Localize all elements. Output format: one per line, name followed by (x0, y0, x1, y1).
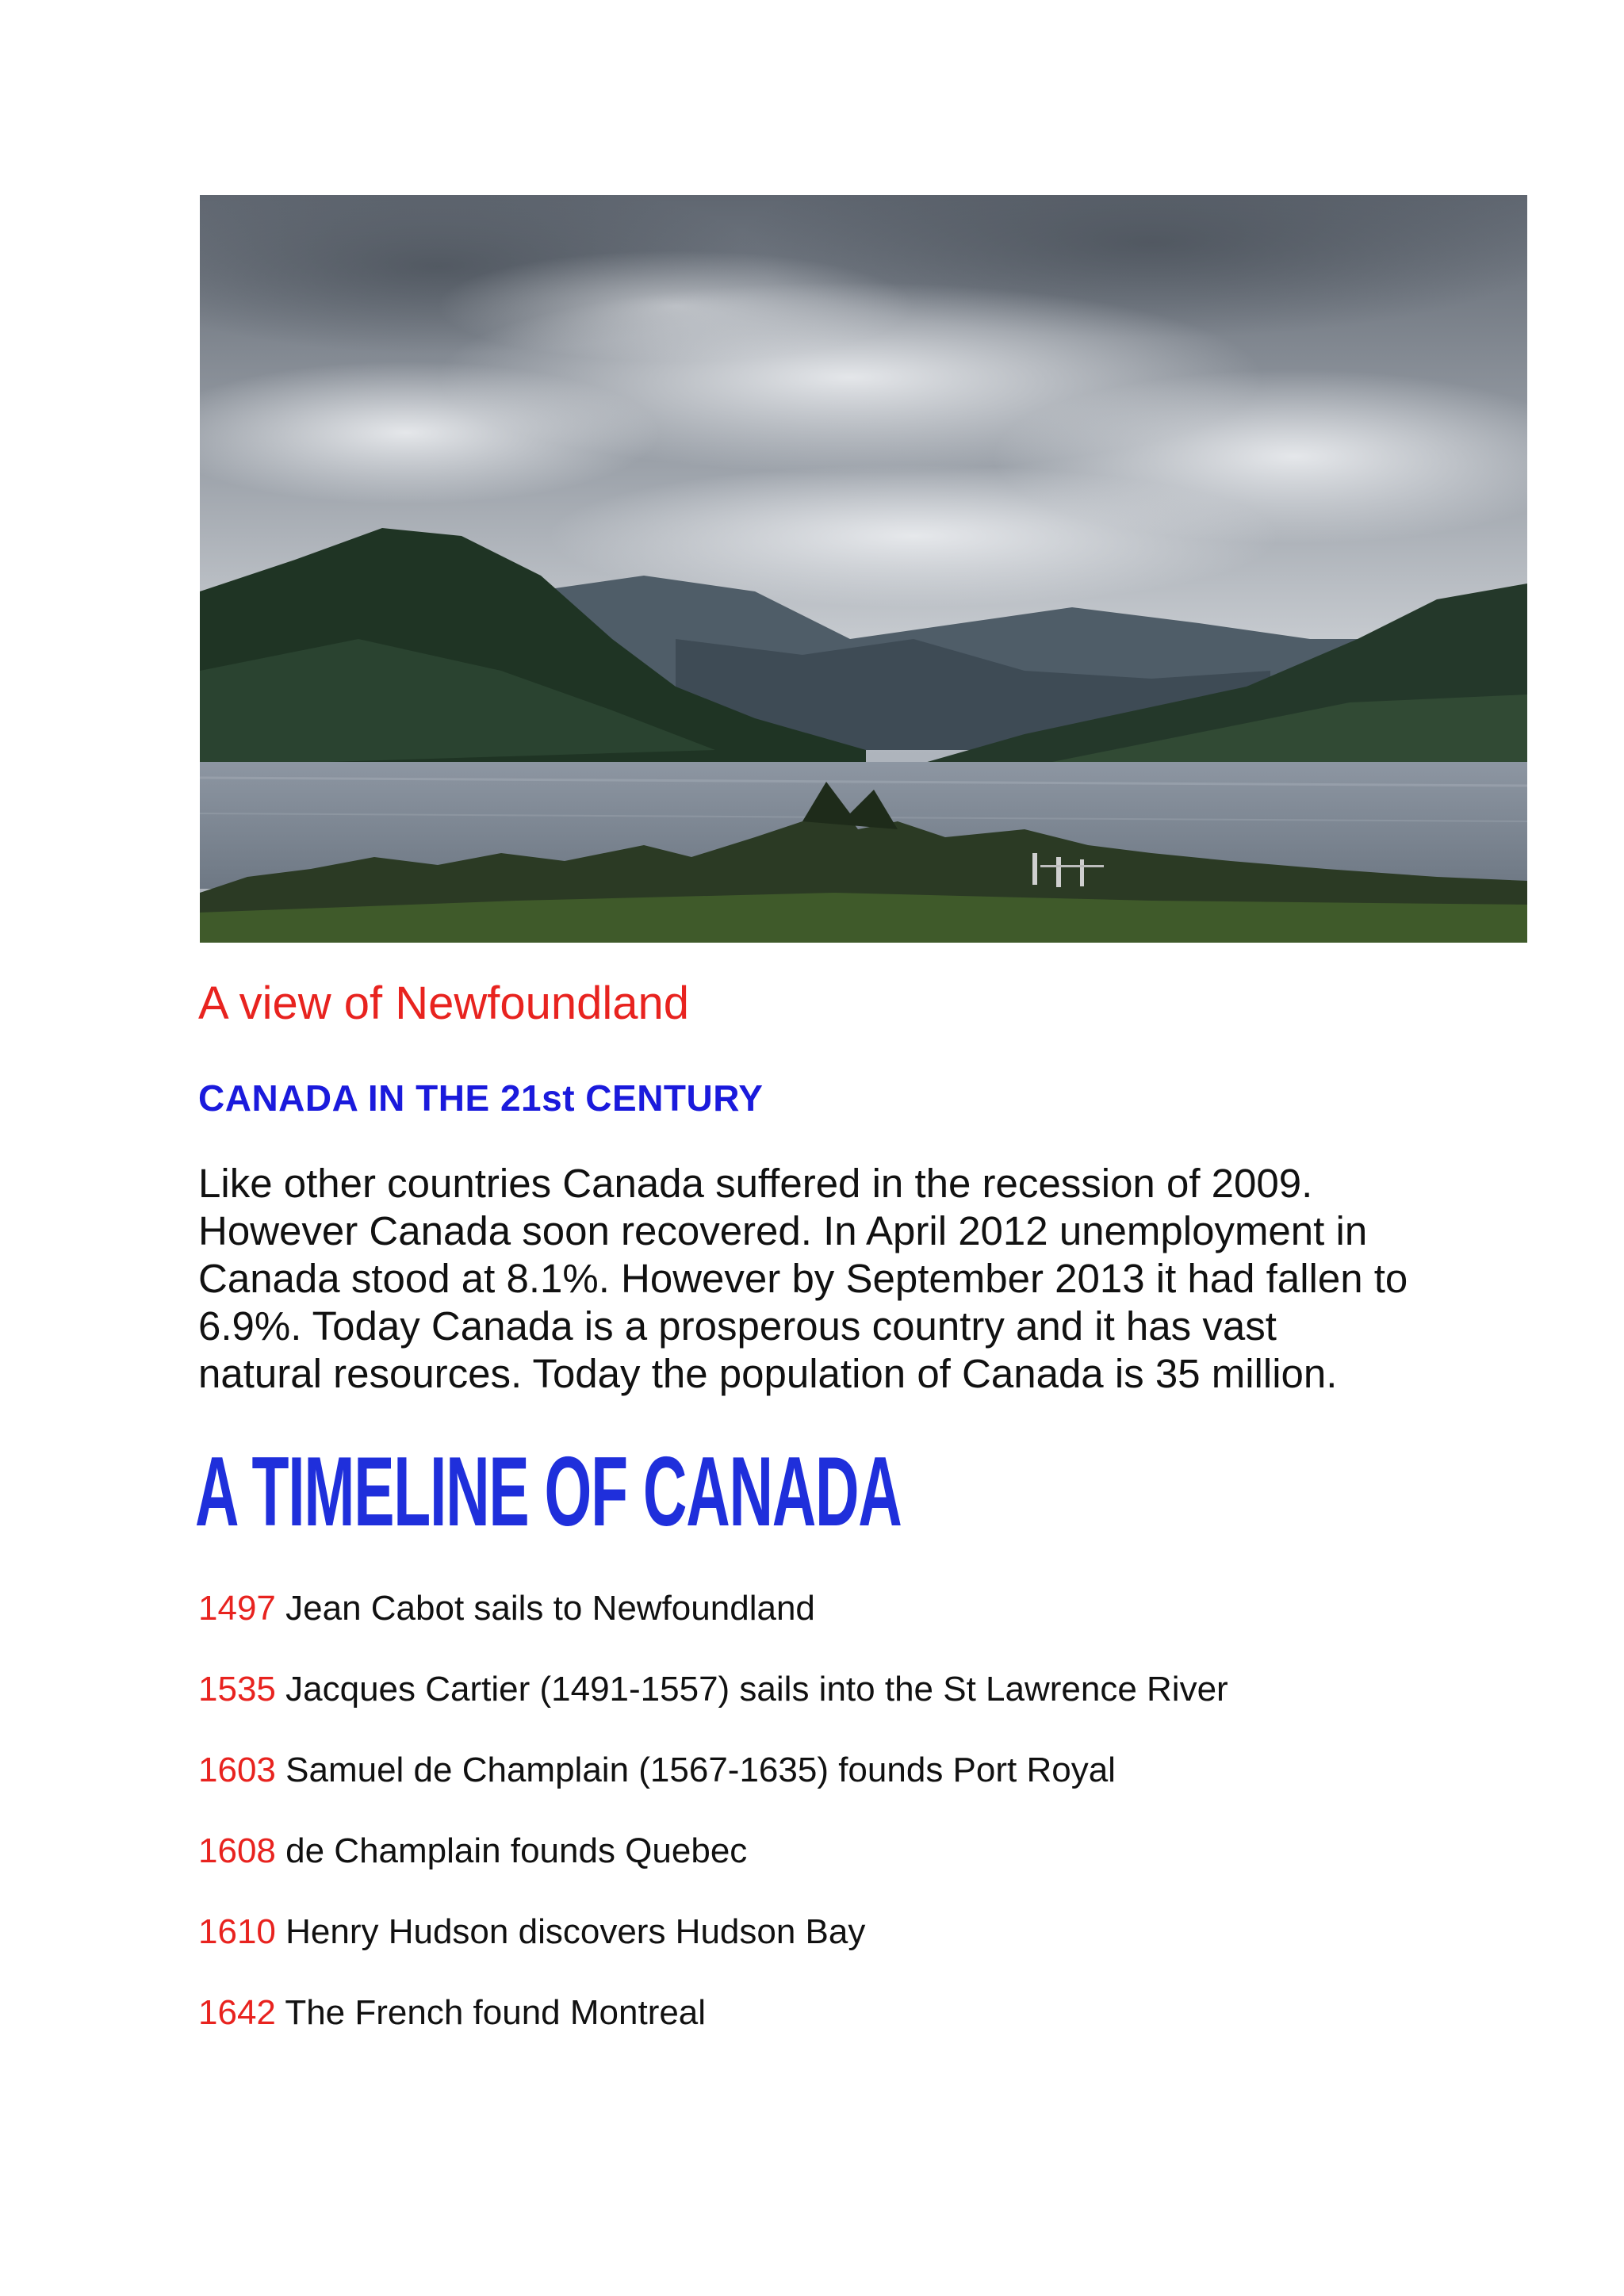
timeline-entry (198, 1750, 1228, 1831)
timeline-year: 1608 (198, 1831, 276, 1870)
timeline-year: 1642 (198, 1993, 276, 2032)
newfoundland-landscape-photo (200, 195, 1527, 943)
paragraph-line: Canada stood at 8.1%. However by September 2013 it had fallen to (198, 1256, 1408, 1301)
timeline-event: Jean Cabot sails to Newfoundland (285, 1589, 815, 1628)
timeline-event: de Champlain founds Quebec (285, 1831, 748, 1870)
timeline-year: 1497 (198, 1589, 276, 1628)
paragraph-line: However Canada soon recovered. In April 2012 unemployment in (198, 1208, 1368, 1253)
paragraph-line: Like other countries Canada suffered in the recession of 2009. (198, 1161, 1313, 1206)
timeline-entry (198, 1588, 1228, 1669)
timeline-entry (198, 1669, 1228, 1750)
timeline-heading: A TIMELINE OF CANADA (195, 1437, 902, 1547)
timeline-year: 1610 (198, 1912, 276, 1951)
timeline-event: Jacques Cartier (1491-1557) sails into the St Lawrence River (285, 1670, 1228, 1709)
timeline-event: Samuel de Champlain (1567-1635) founds Port Royal (285, 1751, 1116, 1789)
intro-paragraph (198, 1160, 1499, 1398)
timeline-event: The French found Montreal (285, 1993, 707, 2032)
timeline-entry (198, 1831, 1228, 1911)
timeline-year: 1535 (198, 1670, 276, 1709)
timeline-entry (198, 1911, 1228, 1992)
timeline-year: 1603 (198, 1751, 276, 1789)
paragraph-line: 6.9%. Today Canada is a prosperous country and it has vast (198, 1303, 1277, 1349)
section-heading: CANADA IN THE 21st CENTURY (198, 1077, 764, 1119)
photo-caption: A view of Newfoundland (198, 978, 690, 1029)
paragraph-line: natural resources. Today the population of Canada is 35 million. (198, 1351, 1338, 1396)
timeline-entry (198, 1992, 1228, 2073)
timeline-event: Henry Hudson discovers Hudson Bay (285, 1912, 866, 1951)
timeline-list (198, 1588, 1228, 2073)
